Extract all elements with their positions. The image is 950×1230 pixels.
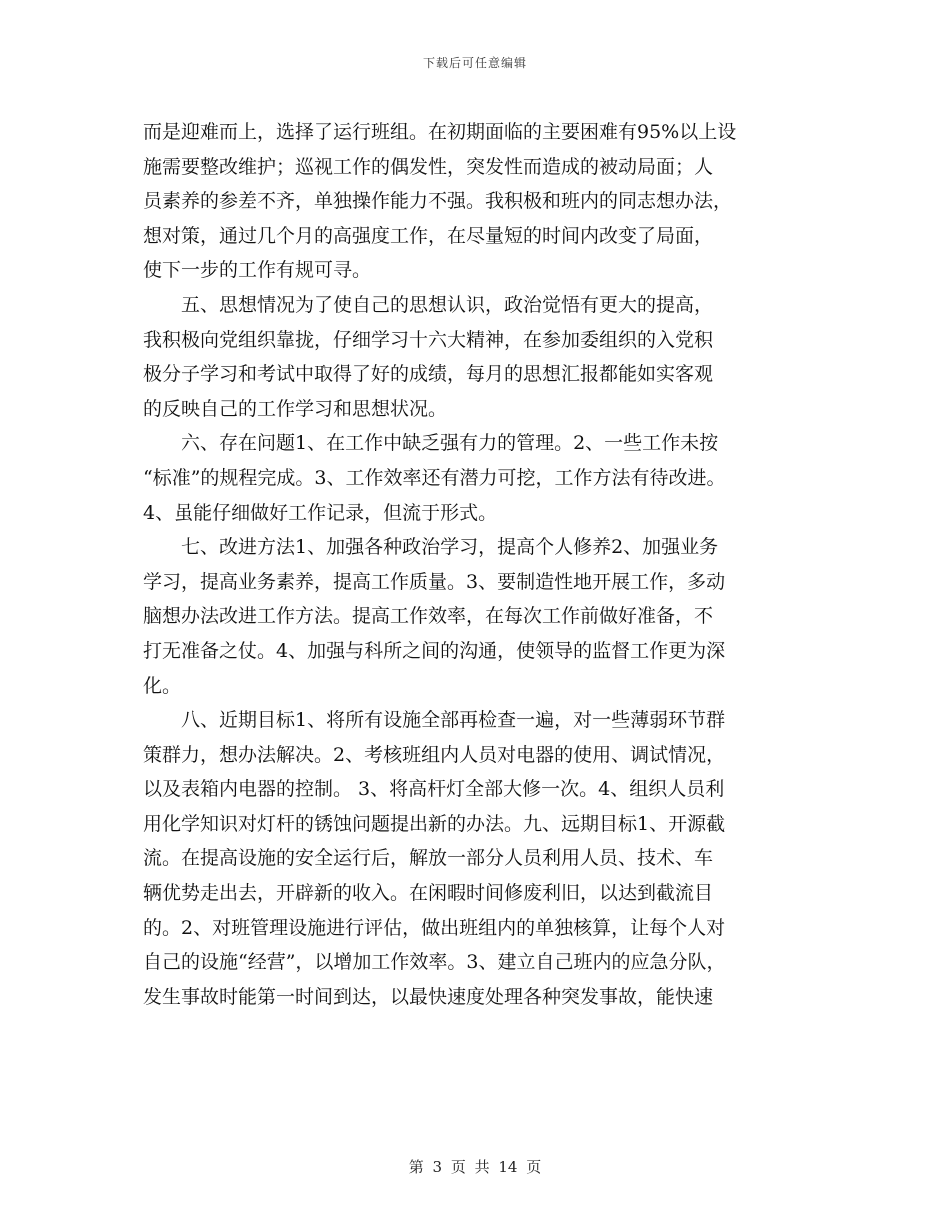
body-line: 八、近期目标1、将所有设施全部再检查一遍，对一些薄弱环节群 [143,709,726,732]
body-line: 用化学知识对灯杆的锈蚀问题提出新的办法。九、远期目标1、开源截 [143,812,726,835]
body-line: 4、虽能仔细做好工作记录，但流于形式。 [143,501,498,524]
body-line: 发生事故时能第一时间到达，以最快速度处理各种突发事故，能快速 [143,985,714,1008]
body-line: 学习，提高业务素养，提高工作质量。3、要制造性地开展工作，多动 [143,570,726,593]
page-header: 下载后可任意编辑 [422,56,527,70]
body-line: 辆优势走出去，开辟新的收入。在闲暇时间修废利旧，以达到截流目 [143,882,714,905]
body-line: 七、改进方法1、加强各种政治学习，提高个人修养2、加强业务 [143,536,719,559]
body-line: 极分子学习和考试中取得了好的成绩，每月的思想汇报都能如实客观 [143,363,714,386]
body-line: 化。 [143,674,182,697]
body-line: 自己的设施“经营”，以增加工作效率。3、建立自己班内的应急分队， [143,951,726,974]
body-line: 而是迎难而上，选择了运行班组。在初期面临的主要困难有95%以上设 [143,121,737,143]
body-line: 五、思想情况为了使自己的思想认识，政治觉悟有更大的提高， [143,293,714,316]
body-line: 我积极向党组织靠拢，仔细学习十六大精神，在参加委组织的入党积 [143,328,714,351]
body-line: 流。在提高设施的安全运行后，解放一部分人员利用人员、技术、车 [143,847,714,870]
body-line: “标准”的规程完成。3、工作效率还有潜力可挖，工作方法有待改进。 [143,466,726,489]
body-line: 策群力，想办法解决。2、考核班组内人员对电器的使用、调试情况， [143,743,726,766]
body-line: 施需要整改维护；巡视工作的偶发性，突发性而造成的被动局面；人 [143,155,714,178]
body-line: 员素养的参差不齐，单独操作能力不强。我积极和班内的同志想办法， [143,190,733,213]
body-line: 六、存在问题1、在工作中缺乏强有力的管理。2、一些工作未按 [143,432,719,455]
body-line: 的。2、对班管理设施进行评估，做出班组内的单独核算，让每个人对 [143,916,726,939]
body-line: 想对策，通过几个月的高强度工作，在尽量短的时间内改变了局面， [143,224,714,247]
body-line: 打无准备之仗。4、加强与科所之间的沟通，使领导的监督工作更为深 [143,639,726,662]
body-line: 脑想办法改进工作方法。提高工作效率，在每次工作前做好准备，不 [143,605,714,628]
body-line: 以及表箱内电器的控制。 3、将高杆灯全部大修一次。4、组织人员利 [143,778,725,801]
body-line: 的反映自己的工作学习和思想状况。 [143,397,448,420]
body-line: 使下一步的工作有规可寻。 [143,259,372,282]
document-body [143,115,813,1014]
page-number: 第 3 页 共 14 页 [408,1158,542,1176]
